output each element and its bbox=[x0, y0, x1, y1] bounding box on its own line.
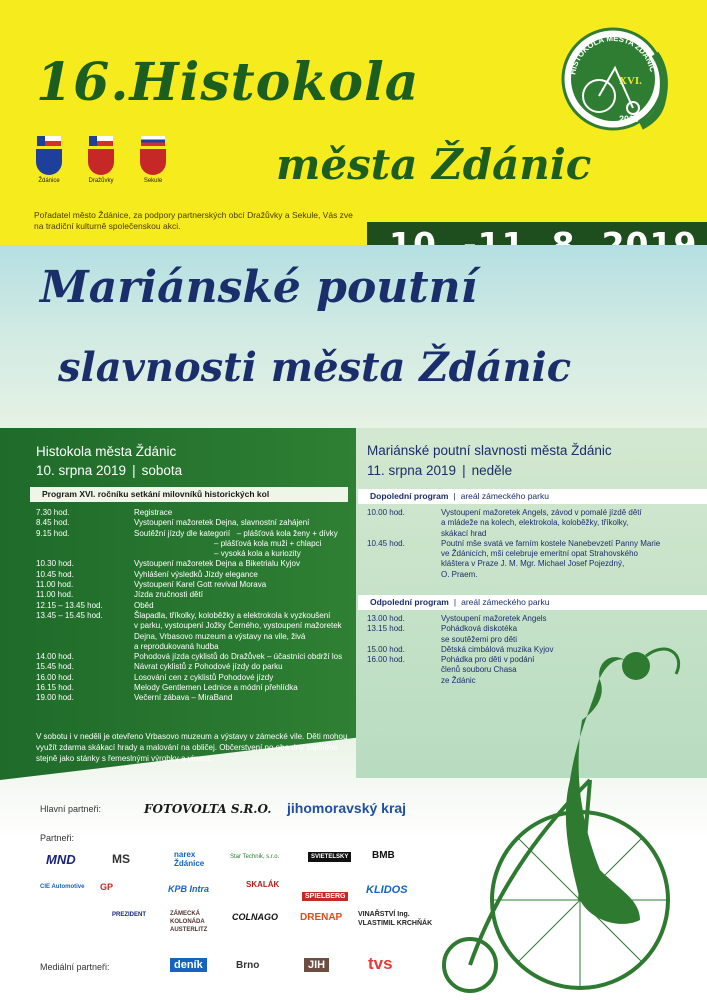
schedule-time bbox=[36, 621, 134, 631]
media-partners-label: Mediální partneři: bbox=[40, 962, 110, 972]
afternoon-program-bar: Odpolední program | areál zámeckého parku bbox=[358, 595, 707, 610]
schedule-row bbox=[36, 570, 354, 580]
schedule-event: – plášťová kola muži + chlapci bbox=[134, 538, 322, 548]
media-logo: tvs bbox=[368, 954, 393, 973]
schedule-row bbox=[367, 676, 667, 686]
schedule-row bbox=[36, 518, 354, 528]
schedule-event: Večerní zábava – MiraBand bbox=[134, 693, 233, 703]
schedule-row bbox=[367, 635, 667, 645]
partner-logo: DRENAP bbox=[300, 912, 343, 923]
schedule-time: 10.45 hod. bbox=[367, 538, 405, 548]
schedule-event: – vysoká kola a kuriozity bbox=[134, 549, 301, 559]
schedule-time: 13.15 hod. bbox=[367, 624, 405, 634]
schedule-event: skákací hrad bbox=[441, 528, 487, 538]
partner-logo: CIE Automotive bbox=[40, 884, 85, 890]
schedule-row bbox=[367, 539, 667, 549]
morning-program-bar: Dopolední program | areál zámeckého parku bbox=[358, 489, 707, 504]
schedule-row bbox=[367, 570, 667, 580]
schedule-event: ze Ždánic bbox=[441, 675, 476, 685]
schedule-time bbox=[367, 665, 441, 675]
schedule-event: Vystoupení mažoretek Dejna a Biketrialu Kyjov bbox=[134, 559, 301, 569]
partner-logo: KPB Intra bbox=[168, 884, 210, 894]
shield-icon bbox=[36, 149, 62, 175]
schedule-event: členů souboru Chasa bbox=[441, 665, 517, 675]
pilgrimage-title-line1: Mariánské poutní bbox=[40, 262, 478, 313]
partner-logo: MS bbox=[112, 852, 130, 866]
schedule-event: O. Praem. bbox=[441, 569, 478, 579]
schedule-time: 9.15 hod. bbox=[36, 528, 70, 538]
schedule-event: kláštera v Praze J. M. Mgr. Michael Josef Pojezdný, bbox=[441, 559, 625, 569]
schedule-row bbox=[36, 601, 354, 611]
schedule-row bbox=[36, 529, 354, 539]
schedule-event: Registrace bbox=[134, 508, 173, 517]
schedule-row bbox=[367, 508, 667, 518]
schedule-event: a reprodukovaná hudba bbox=[134, 641, 219, 651]
partner-jihomoravsky-kraj: jihomoravský kraj bbox=[287, 800, 407, 816]
schedule-time: 16.15 hod. bbox=[36, 683, 74, 693]
partner-logo: narex Ždánice bbox=[174, 850, 205, 868]
partner-fotovolta: FOTOVOLTA S.R.O. bbox=[144, 802, 272, 816]
coat-drazuvky: Dražůvky bbox=[86, 136, 116, 184]
schedule-event: Pohádková diskotéka bbox=[441, 624, 518, 634]
schedule-row bbox=[367, 624, 667, 634]
schedule-event: Vystoupení Karel Gott revival Morava bbox=[134, 580, 267, 590]
schedule-time bbox=[36, 642, 134, 652]
saturday-date-line: 10. srpna 2019 | sobota bbox=[36, 463, 183, 478]
logo-arc-text: HISTOKOLA MĚSTA ŽDÁNIC bbox=[568, 33, 658, 76]
histokola-logo bbox=[555, 24, 675, 134]
schedule-event: Dětská cimbálová muzika Kyjov bbox=[441, 644, 554, 654]
partner-logo: BMB bbox=[372, 850, 395, 861]
event-subtitle-town: města Ždánic bbox=[276, 140, 592, 189]
program-title: Program XVI. ročníku setkání milovníků historických kol bbox=[30, 487, 348, 502]
schedule-time bbox=[367, 559, 441, 569]
schedule-event: Vystoupení mažoretek Angels, závod v pomalé jízdě dětí bbox=[441, 508, 642, 517]
schedule-time bbox=[36, 549, 134, 559]
schedule-event: ve Ždánicích, mši celebruje emeritní opat Strahovského bbox=[441, 549, 638, 559]
schedule-row bbox=[36, 662, 354, 672]
schedule-event: Jízda zručnosti dětí bbox=[134, 590, 203, 600]
morning-schedule bbox=[367, 508, 667, 580]
shield-icon bbox=[88, 149, 114, 175]
schedule-row bbox=[36, 611, 354, 621]
coat-sekule: Sekule bbox=[138, 136, 168, 184]
partner-logo: SVIETELSKY bbox=[308, 852, 351, 862]
media-logo: deník bbox=[170, 958, 207, 972]
sunday-date-line: 11. srpna 2019 | neděle bbox=[367, 463, 513, 478]
schedule-time bbox=[367, 549, 441, 559]
schedule-row bbox=[36, 549, 354, 559]
partner-logo: KLIDOS bbox=[366, 884, 408, 896]
schedule-time bbox=[36, 632, 134, 642]
schedule-row bbox=[36, 652, 354, 662]
schedule-row bbox=[367, 655, 667, 665]
schedule-event: Vystoupení mažoretek Dejna, slavnostní zahájení bbox=[134, 518, 310, 528]
schedule-time: 10.30 hod. bbox=[36, 559, 74, 569]
schedule-time: 13.45 – 15.45 hod. bbox=[36, 610, 103, 620]
schedule-time: 11.00 hod. bbox=[36, 580, 74, 590]
logo-roman: XVI. bbox=[619, 75, 642, 87]
schedule-row bbox=[367, 529, 667, 539]
partner-logo: VINAŘSTVÍ Ing. VLASTIMIL KRCHŇÁK bbox=[358, 911, 433, 927]
saturday-heading: Histokola města Ždánic bbox=[36, 444, 177, 459]
schedule-event: Oběd bbox=[134, 600, 154, 610]
schedule-time: 14.00 hod. bbox=[36, 652, 74, 662]
schedule-row bbox=[36, 621, 354, 631]
schedule-time: 12.15 – 13.45 hod. bbox=[36, 600, 103, 610]
partner-logo: GP bbox=[100, 882, 114, 892]
schedule-event: Vyhlášení výsledků Jízdy elegance bbox=[134, 569, 258, 579]
schedule-event: Losování cen z cyklistů Pohodové jízdy bbox=[134, 672, 274, 682]
schedule-time: 11.00 hod. bbox=[36, 590, 74, 600]
schedule-event: Vystoupení mažoretek Angels bbox=[441, 614, 547, 623]
schedule-row bbox=[36, 590, 354, 600]
schedule-time bbox=[367, 518, 441, 528]
schedule-row bbox=[36, 673, 354, 683]
schedule-event: Pohodová jízda cyklistů do Dražůvek – účastníci obdrží los bbox=[134, 652, 343, 662]
event-title: 16.Histokola bbox=[36, 52, 420, 113]
schedule-time bbox=[36, 539, 134, 549]
partner-logo: PREZIDENT bbox=[112, 912, 147, 918]
schedule-row bbox=[367, 549, 667, 559]
schedule-time bbox=[367, 529, 441, 539]
partner-logo: SKALÁK bbox=[246, 880, 280, 889]
schedule-event: se soutěžemi pro děti bbox=[441, 634, 518, 644]
schedule-event: Soutěžní jízdy dle kategorií – plášťová kola ženy + dívky bbox=[134, 528, 338, 538]
media-logo: Brno bbox=[236, 960, 260, 971]
schedule-row bbox=[367, 645, 667, 655]
media-logo: JIH bbox=[304, 958, 329, 972]
schedule-time: 10.00 hod. bbox=[367, 508, 405, 517]
sunday-heading: Mariánské poutní slavnosti města Ždánic bbox=[367, 443, 612, 458]
schedule-row bbox=[36, 642, 354, 652]
schedule-time: 10.45 hod. bbox=[36, 569, 74, 579]
schedule-time: 19.00 hod. bbox=[36, 693, 74, 703]
saturday-schedule bbox=[36, 508, 354, 704]
schedule-event: Pohádka pro děti v podání bbox=[441, 655, 535, 665]
schedule-event: a mládeže na kolech, elektrokola, koloběžky, tříkolky, bbox=[441, 518, 629, 528]
schedule-time: 7.30 hod. bbox=[36, 508, 70, 517]
partner-logo: Star Technik, s.r.o. bbox=[230, 854, 280, 860]
schedule-row bbox=[36, 559, 354, 569]
afternoon-schedule bbox=[367, 614, 667, 686]
schedule-time: 8.45 hod. bbox=[36, 518, 70, 528]
schedule-time: 15.00 hod. bbox=[367, 644, 405, 654]
schedule-row bbox=[36, 632, 354, 642]
schedule-row bbox=[367, 559, 667, 569]
schedule-row bbox=[367, 518, 667, 528]
coats-of-arms bbox=[34, 136, 174, 196]
schedule-time bbox=[367, 635, 441, 645]
schedule-time: 16.00 hod. bbox=[367, 655, 405, 665]
schedule-time: 13.00 hod. bbox=[367, 614, 405, 623]
partners-label: Partneři: bbox=[40, 833, 75, 843]
schedule-time: 16.00 hod. bbox=[36, 672, 74, 682]
schedule-row bbox=[36, 508, 354, 518]
schedule-event: v parku, vystoupení Jožky Černého, vystoupení mažoretek bbox=[134, 621, 342, 631]
main-partners-label: Hlavní partneři: bbox=[40, 804, 102, 814]
schedule-time: 15.45 hod. bbox=[36, 662, 74, 672]
schedule-row bbox=[36, 580, 354, 590]
schedule-event: Dejna, Vrbasovo muzeum a výstavy na vile, živá bbox=[134, 631, 306, 641]
organizer-text: Pořadatel město Ždánice, za podpory partnerských obcí Dražůvky a Sekule, Vás zve na tradiční kulturně společenskou akci. bbox=[34, 210, 353, 231]
schedule-row bbox=[367, 614, 667, 624]
pilgrimage-title-line2: slavnosti města Ždánic bbox=[58, 344, 572, 391]
partner-logo: ZÁMECKÁ KOLONÁDA AUSTERLITZ bbox=[170, 911, 208, 933]
partner-logo: SPIELBERG bbox=[302, 892, 348, 901]
schedule-row bbox=[36, 539, 354, 549]
schedule-row bbox=[367, 665, 667, 675]
partner-logo: MND bbox=[46, 852, 76, 867]
schedule-row bbox=[36, 693, 354, 703]
schedule-event: Poutní mše svatá ve farním kostele Nanebevzetí Panny Marie bbox=[441, 538, 661, 548]
schedule-event: Šlapadla, tříkolky, koloběžky a elektrokola k vyzkoušení bbox=[134, 610, 331, 620]
schedule-row bbox=[36, 683, 354, 693]
logo-year: 2019 bbox=[619, 114, 640, 124]
weekend-note: V sobotu i v neděli je otevřeno Vrbasovo muzeum a výstavy v zámecké vile. Děti mohou využít zdarma skákací hrady a malování na obličej. Občerstvení po oba dny zajištěno stejně jako stánky s řemeslnými výrobky a vínem. bbox=[36, 732, 348, 763]
partner-logo: COLNAGO bbox=[232, 912, 278, 922]
schedule-time bbox=[367, 570, 441, 580]
schedule-event: Návrat cyklistů z Pohodové jízdy do parku bbox=[134, 662, 283, 672]
shield-icon bbox=[140, 149, 166, 175]
coat-zdanice: Ždánice bbox=[34, 136, 64, 184]
schedule-time bbox=[367, 676, 441, 686]
schedule-event: Melody Gentlemen Lednice a módní přehlídka bbox=[134, 683, 298, 693]
